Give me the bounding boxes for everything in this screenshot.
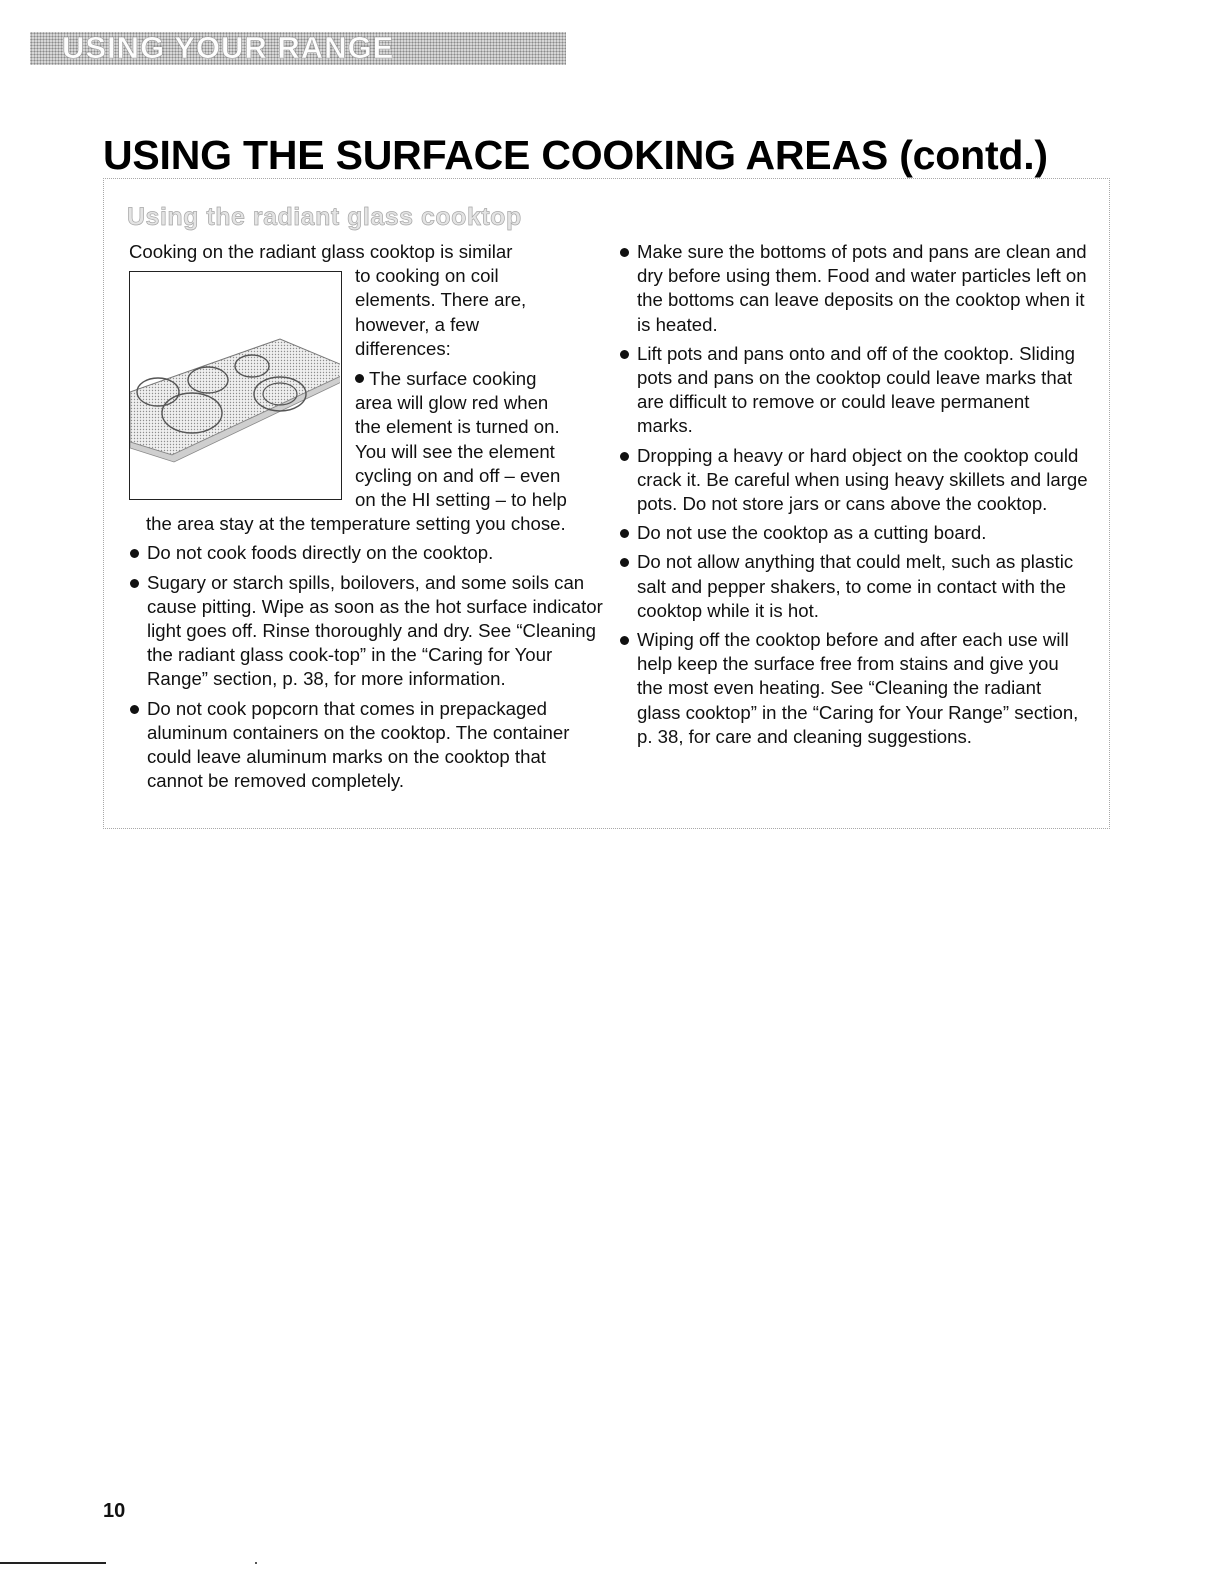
left-bullet-list [129,541,604,793]
list-item [129,571,604,692]
list-item-text: Lift pots and pans onto and off of the cooktop. Sliding pots and pans on the cooktop could leave marks that are difficult to remove or could leave permanent marks. [637,342,1075,437]
intro-line: Cooking on the radiant glass cooktop is similar [129,241,513,262]
intro-line: differences: [355,337,451,359]
bullet-dot [620,558,629,567]
right-column [619,240,1089,754]
list-item-text: Dropping a heavy or hard object on the cooktop could crack it. Be careful when using heavy skillets and large pots. Do not store jars or cans above the cooktop. [637,444,1088,515]
footer-tick [255,1562,257,1564]
first-bullet-text: The surface cooking [369,368,537,390]
first-bullet-continuation: the area stay at the temperature setting you chose. [146,513,566,535]
intro-line: elements. There are, [355,289,527,311]
list-item-text: Do not use the cooktop as a cutting board. [637,522,987,544]
first-bullet-line: You will see the element [355,440,555,462]
intro-line: to cooking on coil [355,265,499,287]
first-bullet-line: area will glow red when [355,392,549,414]
first-bullet-line: cycling on and off – even [355,464,561,486]
bullet-dot [620,350,629,359]
bullet-dot [620,529,629,538]
list-item [619,550,1089,623]
list-item-text: Do not cook foods directly on the cooktop. [147,542,494,564]
first-bullet-line: the element is turned on. [355,416,560,438]
footer-rule [0,1562,106,1564]
bullet-dot [620,636,629,645]
list-item [619,521,1089,545]
first-bullet-line: on the HI setting – to help [355,489,567,511]
list-item-text: Wiping off the cooktop before and after each use will help keep the surface free from stains and give you the most even heating. See “Cleaning the radiant glass cooktop” in the “Caring for Your Range” section, p. 38, for care and cleaning suggestions. [637,629,1079,747]
cooktop-illustration-icon [129,271,342,500]
intro-line: however, a few [355,313,480,335]
page-number: 10 [103,1500,126,1522]
list-item-text: Do not cook popcorn that comes in prepackaged aluminum containers on the cooktop. The container could leave aluminum marks on the cooktop that cannot be removed completely. [147,697,570,792]
list-item-text: Sugary or starch spills, boilovers, and some soils can cause pitting. Wipe as soon as the hot surface indicator light goes off. Rinse thoroughly and dry. See “Cleaning the radiant glass cook-top” in the “Caring for Your Range” section, p. 38, for more information. [147,571,603,690]
bullet-dot [620,248,629,257]
bullet-dot [620,452,629,461]
bullet-dot [355,374,364,383]
bullet-dot [130,705,139,714]
list-item [129,541,604,565]
header-section-label: USING YOUR RANGE [62,30,395,65]
list-item-text: Do not allow anything that could melt, such as plastic salt and pepper shakers, to come in contact with the cooktop while it is hot. [637,551,1074,621]
list-item [619,240,1089,337]
list-item [619,628,1089,749]
list-item-text: Make sure the bottoms of pots and pans are clean and dry before using them. Food and water particles left on the bottoms can leave deposits on the cooktop when it is heated. [637,241,1087,335]
right-bullet-list [619,240,1089,749]
left-column [129,240,604,798]
bullet-dot [130,579,139,588]
section-heading: Using the radiant glass cooktop [127,203,522,231]
page-title: USING THE SURFACE COOKING AREAS (contd.) [103,132,1048,178]
list-item [129,697,604,794]
bullet-dot [130,549,139,558]
list-item [619,444,1089,517]
list-item [619,342,1089,439]
